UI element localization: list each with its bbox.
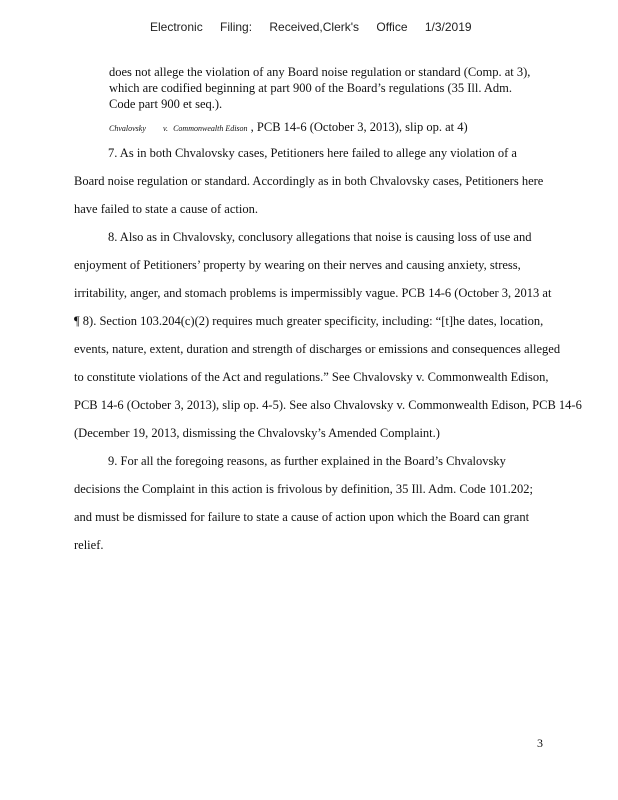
paragraph-line: and must be dismissed for failure to state a cause of action upon which the Board can grant [74, 510, 530, 524]
quote-block [109, 64, 579, 112]
paragraph-line: (December 19, 2013, dismissing the Chvalovsky’s Amended Complaint.) [74, 426, 440, 440]
paragraph-line: to constitute violations of the Act and regulations.” See Chvalovsky v. Commonwealth Edison, [74, 370, 549, 384]
paragraph-line: 9. For all the foregoing reasons, as further explained in the Board’s Chvalovsky [108, 454, 506, 468]
citation-v: v. [163, 124, 168, 133]
header-part: Received,Clerk's [269, 20, 360, 34]
paragraph-line: 8. Also as in Chvalovsky, conclusory allegations that noise is causing loss of use and [108, 230, 532, 244]
paragraph-line: events, nature, extent, duration and strength of discharges or emissions and consequences alleged [74, 342, 561, 356]
header-part: Filing: [220, 20, 253, 34]
quote-line: which are codified beginning at part 900 of the Board’s regulations (35 Ill. Adm. [109, 81, 513, 95]
paragraph-line: Board noise regulation or standard. Accordingly as in both Chvalovsky cases, Petitioners here [74, 174, 544, 188]
page-number: 3 [537, 736, 543, 750]
paragraph-line: have failed to state a cause of action. [74, 202, 258, 216]
quote-line: does not allege the violation of any Board noise regulation or standard (Comp. at 3), [109, 65, 531, 79]
paragraph-line: PCB 14-6 (October 3, 2013), slip op. 4-5). See also Chvalovsky v. Commonwealth Edison, PCB 14-6 [74, 398, 582, 412]
header-part: Office [376, 20, 408, 34]
paragraph-line: irritability, anger, and stomach problems is impermissibly vague. PCB 14-6 (October 3, 2013 at [74, 286, 552, 300]
citation-case-b: Commonwealth Edison [173, 124, 248, 133]
paragraph-line: ¶ 8). Section 103.204(c)(2) requires much greater specificity, including: “[t]he dates, location, [74, 314, 544, 328]
paragraph-line: decisions the Complaint in this action is frivolous by definition, 35 Ill. Adm. Code 101.202; [74, 482, 533, 496]
filing-header [150, 20, 486, 34]
paragraph-line: 7. As in both Chvalovsky cases, Petitioners here failed to allege any violation of a [108, 146, 517, 160]
citation-line [109, 120, 468, 135]
quote-line: Code part 900 et seq.). [109, 97, 223, 111]
citation-rest: , PCB 14-6 (October 3, 2013), slip op. at 4) [250, 120, 468, 134]
paragraph-line: relief. [74, 538, 104, 552]
paragraph-line: enjoyment of Petitioners’ property by wearing on their nerves and causing anxiety, stress, [74, 258, 521, 272]
header-part: 1/3/2019 [424, 20, 472, 34]
header-part: Electronic [150, 20, 203, 34]
citation-case-a: Chvalovsky [109, 124, 146, 133]
